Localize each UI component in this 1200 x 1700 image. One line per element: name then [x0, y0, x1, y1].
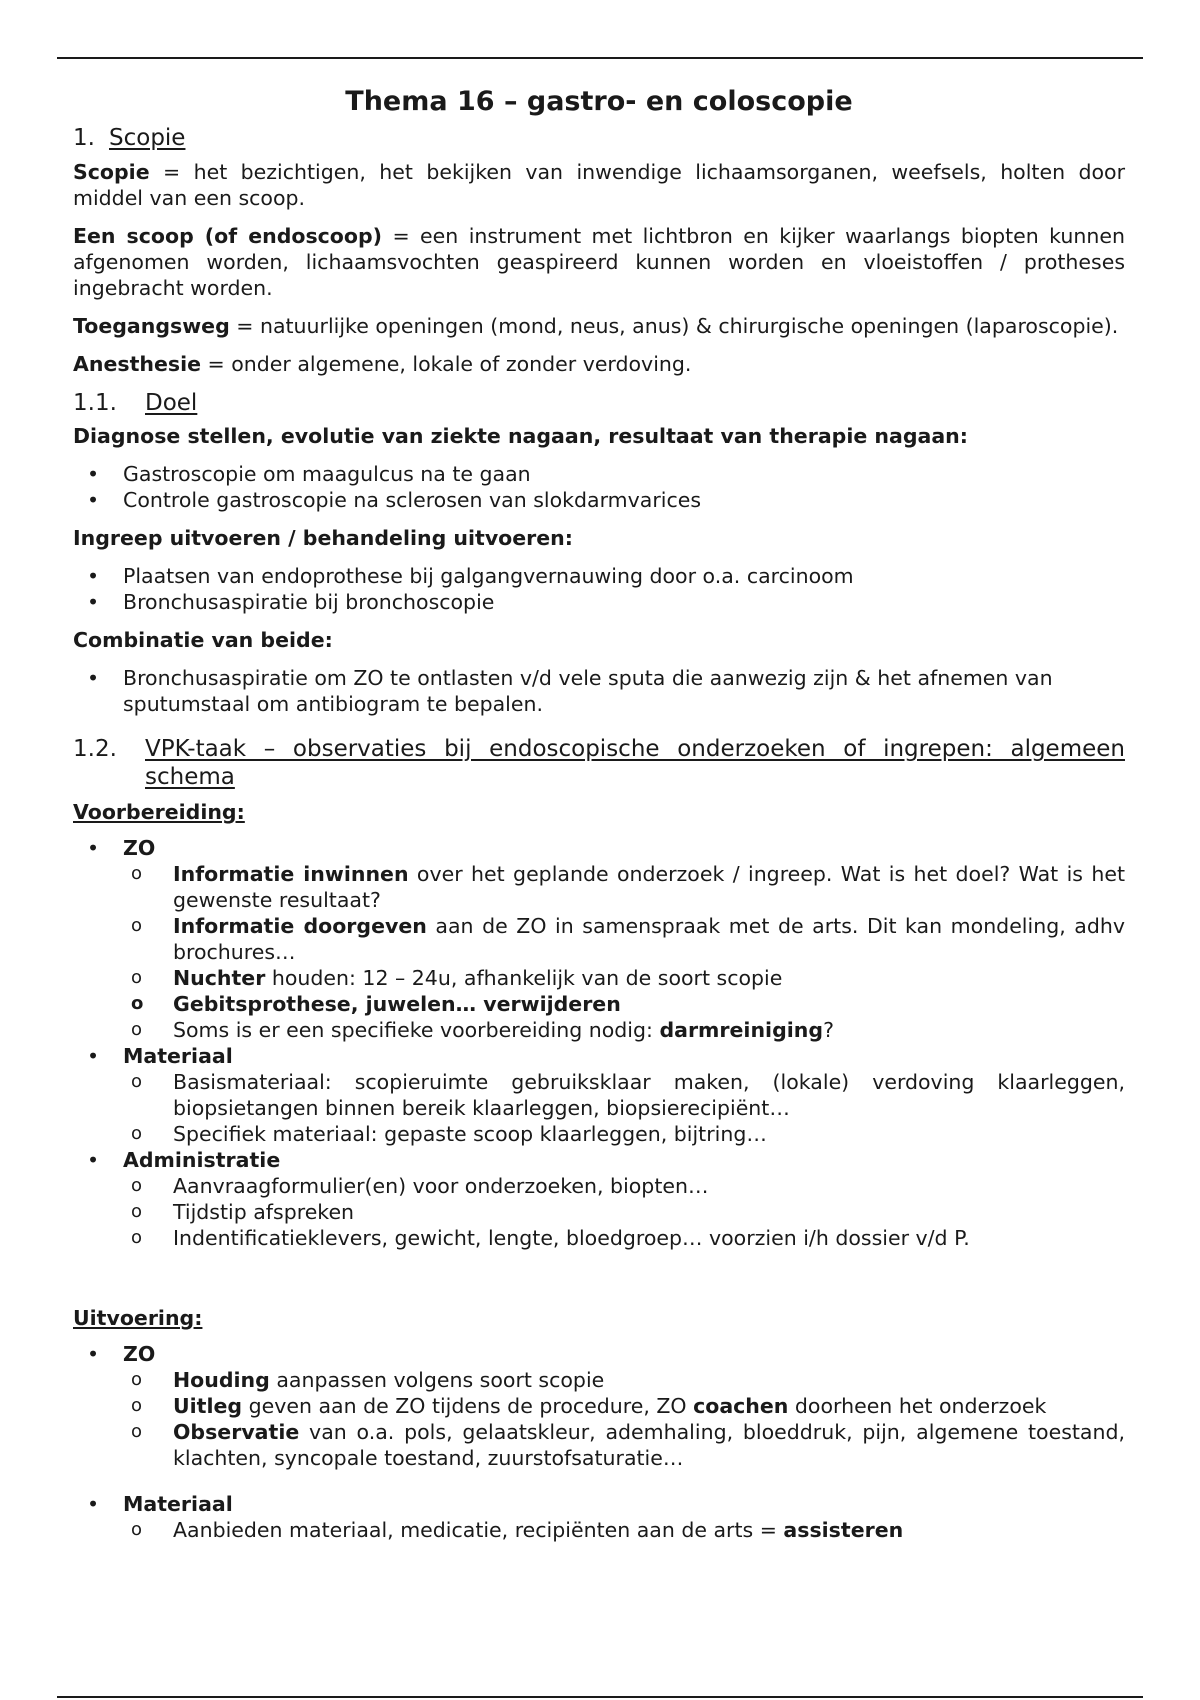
sub-list-item: o Basismateriaal: scopieruimte gebruiksklaar maken, (lokale) verdoving klaarleggen, biopsietangen binnen bereik klaarleggen, biopsierecipiënt…	[131, 1070, 1125, 1120]
bullet-icon: •	[87, 1148, 100, 1172]
circle-bullet-icon: o	[131, 1175, 143, 1196]
uitvoering-heading: Uitvoering:	[73, 1306, 203, 1330]
sub-list-item: o Gebitsprothese, juwelen… verwijderen	[131, 992, 621, 1016]
bullet-icon: •	[87, 836, 100, 860]
circle-bullet-icon: o	[131, 993, 144, 1014]
bullet-icon: •	[87, 462, 100, 486]
circle-bullet-icon: o	[131, 1227, 143, 1248]
circle-bullet-icon: o	[131, 1071, 143, 1092]
circle-bullet-icon: o	[131, 1201, 143, 1222]
definition-scoop: Een scoop (of endoscoop) = een instrument met lichtbron en kijker waarlangs biopten kunnen afgenomen worden, lichaamsvochten geaspireerd kunnen worden en vloeistoffen / protheses ingebracht worden.	[73, 224, 1125, 300]
combinatie-list	[73, 665, 1125, 717]
sub-list-item: o Houding aanpassen volgens soort scopie	[131, 1368, 605, 1392]
sub-list-item: o Soms is er een specifieke voorbereiding nodig: darmreiniging?	[131, 1018, 834, 1042]
definition-scopie: Scopie = het bezichtigen, het bekijken van inwendige lichaamsorganen, weefsels, holten door middel van een scoop.	[73, 160, 1125, 210]
section-1-1-heading: 1.1. Doel	[73, 390, 198, 416]
bullet-icon: •	[87, 564, 100, 588]
top-rule	[57, 57, 1143, 59]
list-item: • ZO	[73, 835, 1125, 861]
list-item: • Administratie	[73, 1147, 1125, 1173]
section-1-title: Scopie	[109, 125, 186, 151]
diagnose-list	[73, 461, 1125, 513]
circle-bullet-icon: o	[131, 1019, 143, 1040]
sub-list-item: o Tijdstip afspreken	[131, 1200, 355, 1224]
uitvoering-list	[73, 1341, 1125, 1543]
document-body	[73, 80, 1125, 1555]
definition-anesthesie: Anesthesie = onder algemene, lokale of zonder verdoving.	[73, 352, 692, 376]
bullet-icon: •	[87, 666, 100, 690]
list-item: • Materiaal	[73, 1043, 1125, 1069]
sub-list-item: o Aanvraagformulier(en) voor onderzoeken, biopten…	[131, 1174, 709, 1198]
circle-bullet-icon: o	[131, 863, 143, 884]
circle-bullet-icon: o	[131, 1123, 143, 1144]
section-1-2-heading: 1.2. VPK-taak – observaties bij endoscopische onderzoeken of ingrepen: algemeen schema	[73, 736, 1125, 790]
sub-list-item: o Aanbieden materiaal, medicatie, recipiënten aan de arts = assisteren	[131, 1518, 904, 1542]
bullet-icon: •	[87, 590, 100, 614]
bullet-icon: •	[87, 1342, 100, 1366]
section-1-2-title: VPK-taak – observaties bij endoscopische onderzoeken of ingrepen: algemeen schema	[145, 736, 1125, 790]
sub-list-item: o Informatie inwinnen over het geplande onderzoek / ingreep. Wat is het doel? Wat is het gewenste resultaat?	[131, 862, 1126, 912]
list-item: • Gastroscopie om maagulcus na te gaan	[73, 461, 1125, 487]
ingreep-list	[73, 563, 1125, 615]
sub-list-item: o Observatie van o.a. pols, gelaatskleur, ademhaling, bloeddruk, pijn, algemene toestand, klachten, syncopale toestand, zuurstofsaturatie…	[131, 1420, 1125, 1470]
bullet-icon: •	[87, 1044, 100, 1068]
circle-bullet-icon: o	[131, 915, 143, 936]
list-item: • Bronchusaspiratie bij bronchoscopie	[73, 589, 1125, 615]
circle-bullet-icon: o	[131, 1519, 143, 1540]
sub-list-item: o Nuchter houden: 12 – 24u, afhankelijk van de soort scopie	[131, 966, 783, 990]
section-1-1-title: Doel	[145, 390, 198, 416]
list-item: • Plaatsen van endoprothese bij galgangvernauwing door o.a. carcinoom	[73, 563, 1125, 589]
circle-bullet-icon: o	[131, 967, 143, 988]
circle-bullet-icon: o	[131, 1369, 143, 1390]
bullet-icon: •	[87, 1492, 100, 1516]
diagnose-heading: Diagnose stellen, evolutie van ziekte nagaan, resultaat van therapie nagaan:	[73, 424, 968, 448]
page-title: Thema 16 – gastro- en coloscopie	[345, 86, 853, 117]
sub-list-item: o Uitleg geven aan de ZO tijdens de procedure, ZO coachen doorheen het onderzoek	[131, 1394, 1047, 1418]
circle-bullet-icon: o	[131, 1421, 143, 1442]
sub-list-item: o Indentificatieklevers, gewicht, lengte, bloedgroep… voorzien i/h dossier v/d P.	[131, 1226, 970, 1250]
ingreep-heading: Ingreep uitvoeren / behandeling uitvoeren:	[73, 526, 573, 550]
bullet-icon: •	[87, 488, 100, 512]
list-item: • ZO	[73, 1341, 1125, 1367]
list-item: • Bronchusaspiratie om ZO te ontlasten v/d vele sputa die aanwezig zijn & het afnemen van sputumstaal om antibiogram te bepalen.	[73, 665, 1125, 717]
voorbereiding-list	[73, 835, 1125, 1251]
list-item: • Materiaal	[73, 1491, 1125, 1517]
combinatie-heading: Combinatie van beide:	[73, 628, 333, 652]
definition-toegangsweg: Toegangsweg = natuurlijke openingen (mond, neus, anus) & chirurgische openingen (laparoscopie).	[73, 314, 1119, 338]
voorbereiding-heading: Voorbereiding:	[73, 800, 245, 824]
circle-bullet-icon: o	[131, 1395, 143, 1416]
sub-list-item: o Informatie doorgeven aan de ZO in samenspraak met de arts. Dit kan mondeling, adhv brochures…	[131, 914, 1125, 964]
sub-list-item: o Specifiek materiaal: gepaste scoop klaarleggen, bijtring…	[131, 1122, 767, 1146]
bottom-rule	[57, 1696, 1143, 1698]
list-item: • Controle gastroscopie na sclerosen van slokdarmvarices	[73, 487, 1125, 513]
section-1-heading: 1. Scopie	[73, 125, 186, 151]
